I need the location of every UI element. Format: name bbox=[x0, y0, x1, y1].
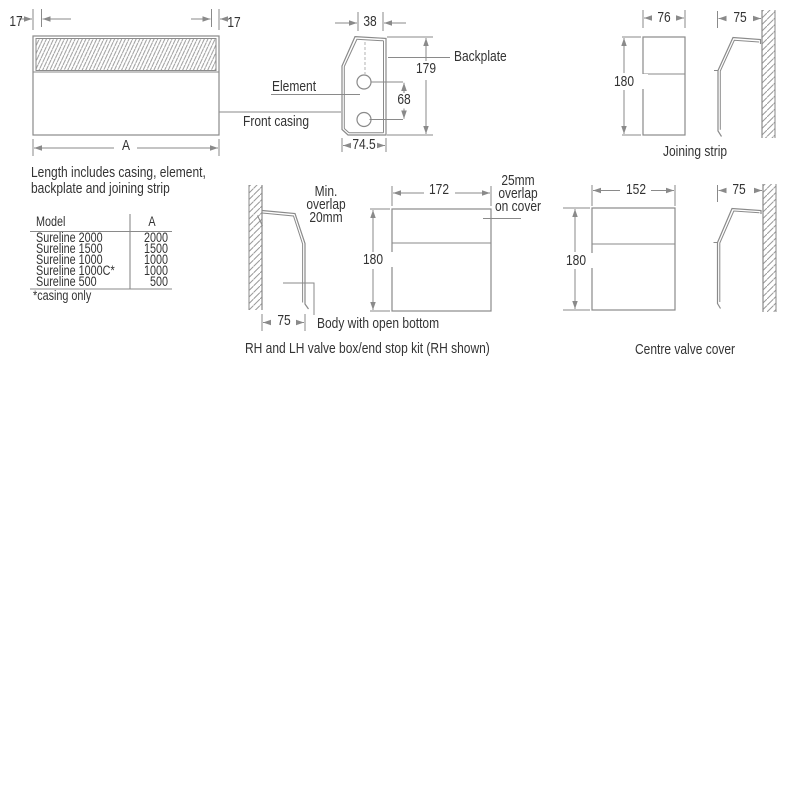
note-min-overlap-line1: Min. bbox=[314, 182, 338, 200]
note-min-overlap-line3: 20mm bbox=[309, 208, 343, 226]
label-body-open-bottom: Body with open bottom bbox=[317, 314, 440, 332]
dim-centre-width: 152 bbox=[625, 180, 646, 198]
table-header-model: Model bbox=[36, 213, 66, 229]
grille-panel bbox=[36, 39, 216, 71]
dim-17-lines bbox=[19, 9, 229, 30]
valve-box-profile bbox=[262, 211, 309, 310]
dim-centre-height: 180 bbox=[552, 253, 600, 268]
table-header-a: A bbox=[148, 213, 156, 229]
table-row-a: 1500 bbox=[143, 240, 168, 256]
note-cover-overlap-line3: on cover bbox=[494, 198, 542, 215]
element-hole-top bbox=[357, 75, 371, 89]
strip-profile bbox=[718, 38, 761, 137]
dim-joining-depth: 75 bbox=[733, 8, 747, 26]
table-row-a: 500 bbox=[149, 273, 168, 289]
centre-cover-profile bbox=[718, 209, 762, 309]
wall-hatch bbox=[762, 10, 775, 138]
note-min-overlap-line2: overlap bbox=[306, 195, 346, 213]
element-hole-bottom bbox=[357, 113, 371, 127]
dim-section-top-width: 38 bbox=[363, 13, 377, 30]
table-row-a: 1000 bbox=[143, 262, 168, 278]
wall-hatch bbox=[249, 185, 262, 310]
dim-front-margin-left: 17 bbox=[9, 13, 23, 30]
note-cover-overlap-line2: overlap bbox=[498, 185, 538, 202]
table-row-a: 2000 bbox=[143, 229, 168, 245]
table-row-model: Sureline 500 bbox=[36, 273, 97, 289]
dim-front-margin-right: 17 bbox=[227, 14, 241, 31]
dim-front-length: A bbox=[121, 137, 130, 154]
dim-joining-width: 76 bbox=[657, 8, 671, 26]
table-footnote: *casing only bbox=[33, 287, 92, 303]
caption-valve-box: RH and LH valve box/end stop kit (RH shown) bbox=[245, 340, 490, 357]
wall-hatch bbox=[763, 184, 776, 312]
dim-valvebox-width: 172 bbox=[428, 180, 450, 198]
length-note-line2: backplate and joining strip bbox=[31, 179, 170, 197]
dim-valvebox-depth: 75 bbox=[276, 311, 291, 329]
dim-centre-depth: 75 bbox=[732, 180, 746, 198]
dim-section-height: 179 bbox=[402, 61, 450, 76]
centre-cover-drawing bbox=[563, 180, 776, 312]
dim-179-lines bbox=[387, 37, 433, 135]
label-backplate: Backplate bbox=[454, 47, 507, 65]
table-row-model: Sureline 1000 bbox=[36, 251, 103, 267]
table-row-model: Sureline 1000C* bbox=[36, 262, 115, 278]
note-cover-overlap-line1: 25mm bbox=[501, 172, 535, 189]
table-row-model: Sureline 2000 bbox=[36, 229, 103, 245]
dim-valvebox-height: 180 bbox=[349, 252, 397, 267]
dim-joining-height: 180 bbox=[600, 74, 648, 89]
table-row-model: Sureline 1500 bbox=[36, 240, 103, 256]
label-element: Element bbox=[272, 77, 317, 95]
label-front-casing: Front casing bbox=[243, 113, 310, 130]
table-row-a: 1000 bbox=[143, 251, 168, 267]
caption-centre-cover: Centre valve cover bbox=[635, 340, 736, 358]
caption-joining-strip: Joining strip bbox=[663, 142, 728, 160]
dim-element-spacing: 68 bbox=[397, 91, 411, 108]
dim-section-depth: 74.5 bbox=[352, 135, 376, 153]
length-note-line1: Length includes casing, element, bbox=[31, 164, 206, 181]
body-leader bbox=[283, 283, 314, 315]
